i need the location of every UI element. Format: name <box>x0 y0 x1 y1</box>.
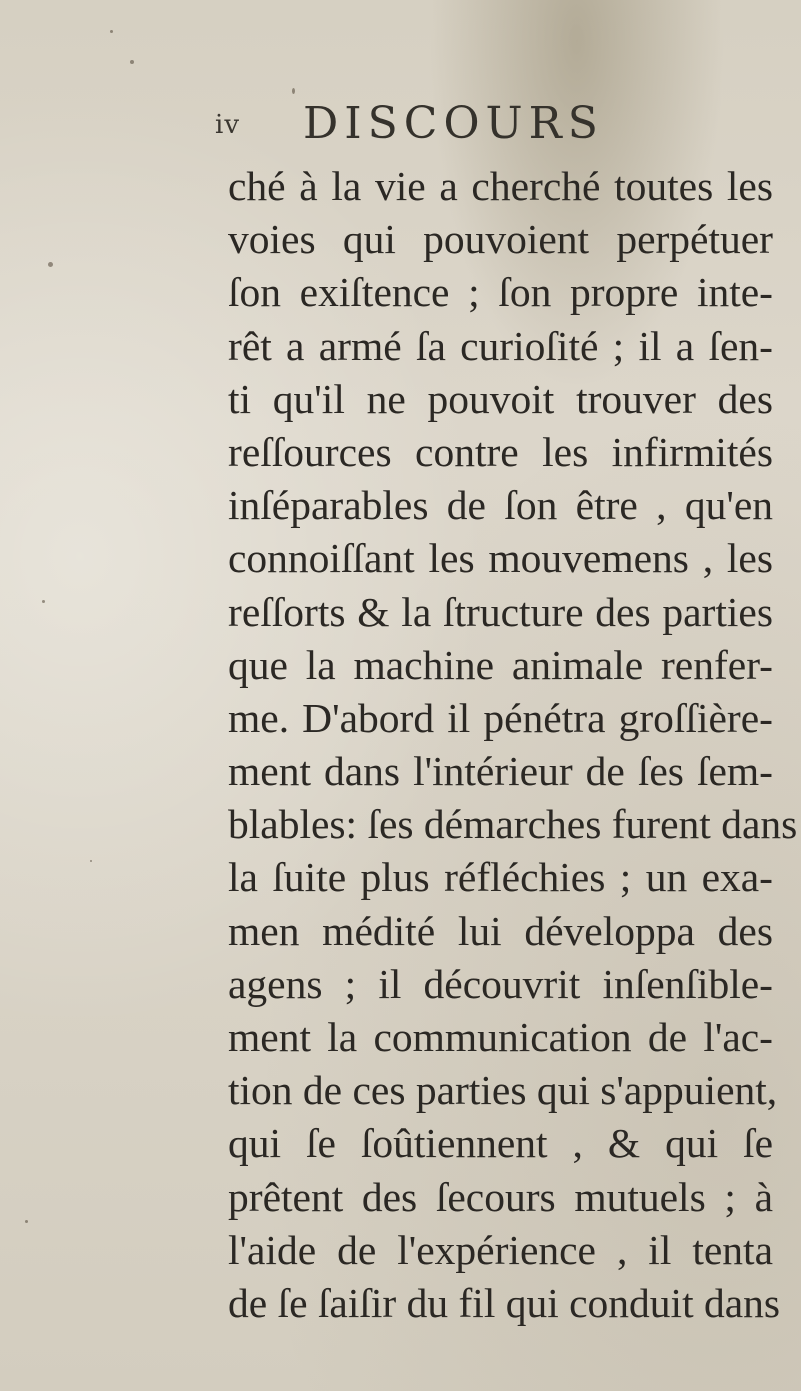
text-line: de ſe ſaiſir du fil qui conduit dans <box>228 1279 781 1326</box>
text-line: ti qu'il ne pouvoit trouver des <box>228 375 773 422</box>
page-folio: iv <box>215 110 241 140</box>
paper-speck <box>25 1220 28 1223</box>
text-line: tion de ces parties qui s'appuient, <box>228 1067 778 1114</box>
paper-speck <box>110 30 113 33</box>
paper-speck <box>130 60 134 64</box>
text-line: l'aide de l'expérience , il tenta <box>228 1226 773 1273</box>
text-line: qui ſe ſoûtiennent , & qui ſe <box>228 1120 773 1167</box>
text-line: voies qui pouvoient perpétuer <box>228 216 773 263</box>
text-line: blables: ſes démarches furent dans <box>228 801 798 848</box>
body-text <box>228 160 798 1330</box>
text-line: ment dans l'intérieur de ſes ſem- <box>228 748 773 795</box>
text-line: la ſuite plus réfléchies ; un exa- <box>228 854 773 901</box>
text-line: ſon exiſtence ; ſon propre inte- <box>228 269 773 316</box>
text-line: que la machine animale renfer- <box>228 641 773 688</box>
paper-speck <box>90 860 92 862</box>
text-line: ment la communication de l'ac- <box>228 1014 773 1060</box>
page-header <box>215 98 735 158</box>
text-line: reſſorts & la ſtructure des parties <box>228 588 773 635</box>
running-title: DISCOURS <box>303 98 604 149</box>
text-line: agens ; il découvrit inſenſible- <box>228 960 773 1007</box>
paper-speck <box>42 600 45 603</box>
paper-speck <box>292 88 295 94</box>
text-line: prêtent des ſecours mutuels ; à <box>228 1173 773 1220</box>
text-line: inſéparables de ſon être , qu'en <box>228 482 773 529</box>
text-line: me. D'abord il pénétra groſſière- <box>228 694 773 741</box>
text-line: men médité lui développa des <box>228 907 773 954</box>
text-line: connoiſſant les mouvemens , les <box>228 535 773 582</box>
text-line: rêt a armé ſa curioſité ; il a ſen- <box>228 322 773 369</box>
text-line: ché à la vie a cherché toutes les <box>228 163 773 209</box>
paper-speck <box>48 262 53 267</box>
text-line: reſſources contre les infirmités <box>228 428 773 475</box>
